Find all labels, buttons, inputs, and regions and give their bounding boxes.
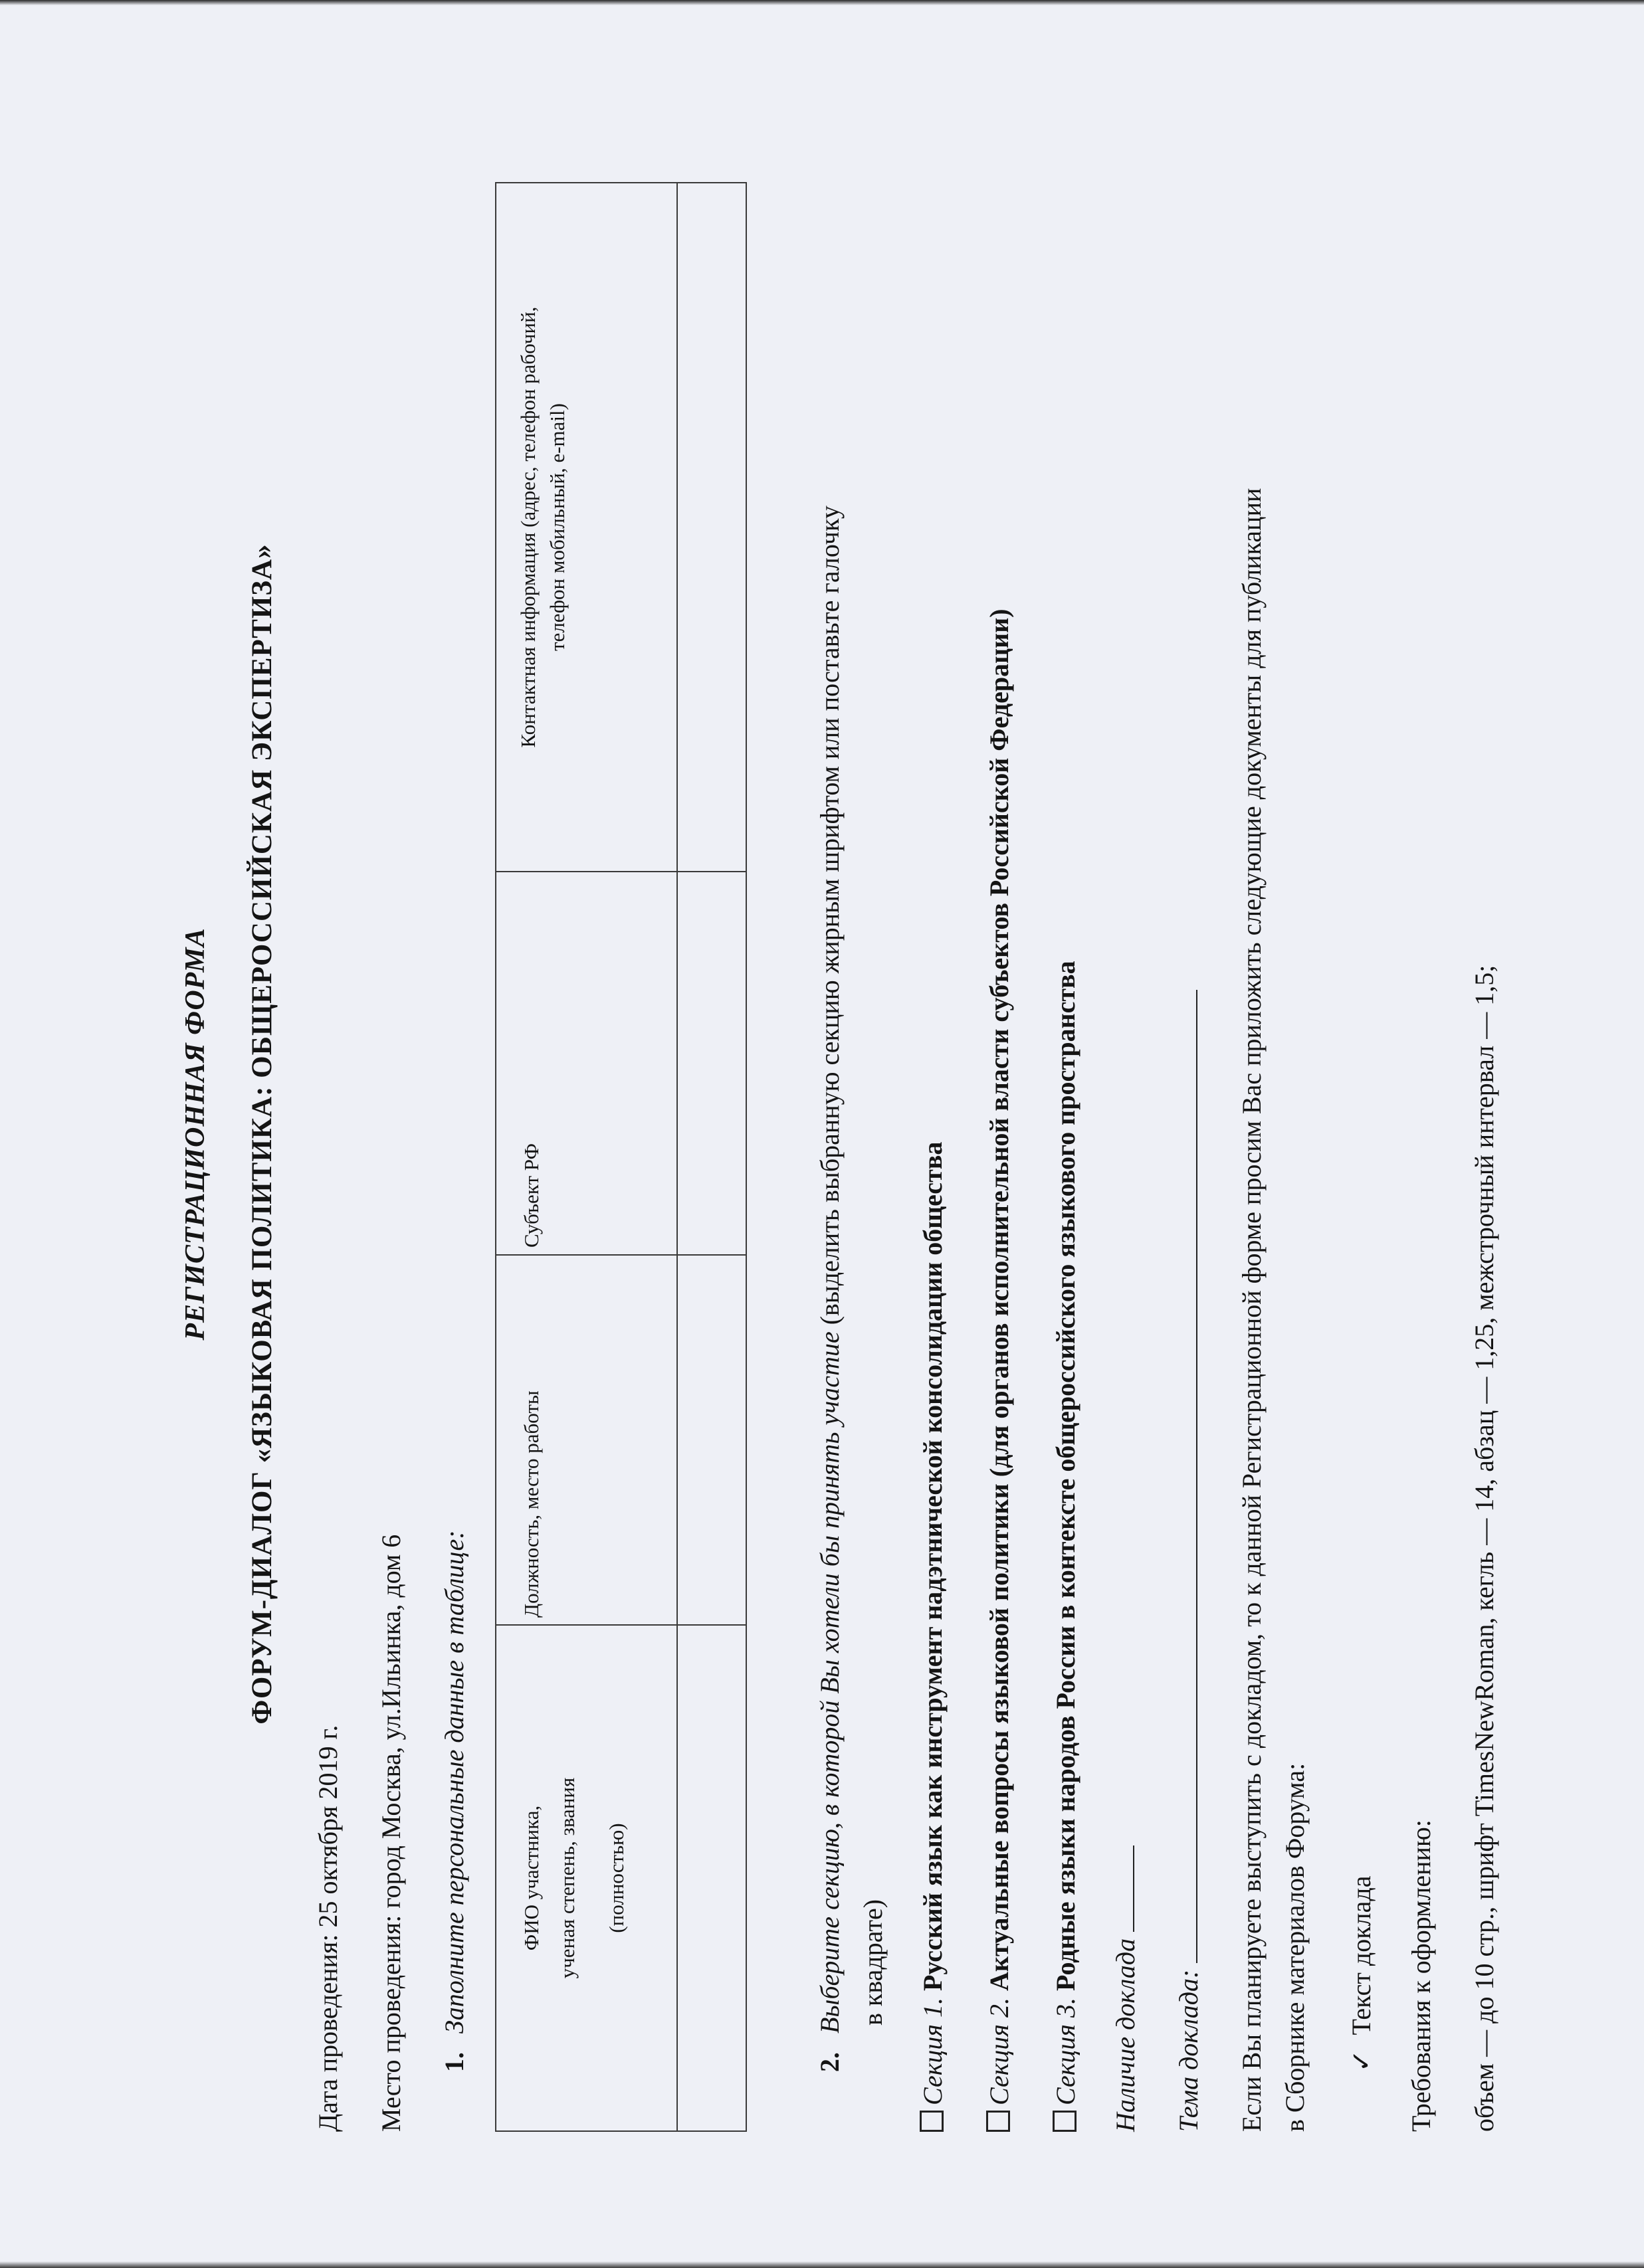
- section-option-1[interactable]: [917, 1142, 948, 2132]
- publication-text-line1: Если Вы планируете выступить с докладом, то к данной Регистрационной форме просим Вас приложить следующие документы для публикации: [1237, 488, 1267, 2132]
- table-row: [677, 183, 746, 2131]
- header-position: Должность, место работы: [496, 1255, 677, 1625]
- header-full-name-line1: ФИО участника,: [520, 1805, 543, 1951]
- report-topic: [1173, 990, 1204, 2132]
- step1-text: Заполните персональные данные в таблице:: [439, 1530, 469, 2033]
- checkmark-icon: ✓: [1346, 2049, 1376, 2072]
- step2-text-italic: Выберите секцию, в которой Вы хотели бы принять участие: [815, 1331, 845, 2033]
- cell-contacts[interactable]: [677, 183, 746, 872]
- report-topic-field[interactable]: [1196, 990, 1197, 1963]
- section-2-label: Секция 2.: [984, 1997, 1014, 2105]
- step2-number: 2.: [815, 2052, 845, 2072]
- publication-checklist-item: [1346, 1876, 1377, 2072]
- section-2-checkbox[interactable]: [986, 2111, 1010, 2132]
- cell-full-name[interactable]: [677, 1625, 746, 2131]
- checklist-item-text: Текст доклада: [1346, 1875, 1376, 2035]
- section-3-checkbox[interactable]: [1053, 2111, 1077, 2132]
- event-date: Дата проведения: 25 октября 2019 г.: [313, 1725, 343, 2132]
- header-full-name-line2: ученая степень, звания: [556, 1777, 579, 1979]
- form-title: РЕГИСТРАЦИОННАЯ ФОРМА: [180, 927, 211, 1341]
- requirements-line1: объем — до 10 стр., шрифт TimesNewRoman, кегль — 14, абзац — 1,25, межстрочный интервал — 1,5;: [1469, 965, 1499, 2132]
- section-2-title: Актуальные вопросы языковой политики (для органов исполнительной власти субъектов Российской Федерации): [984, 609, 1014, 1991]
- header-contacts: [496, 183, 677, 872]
- section-option-2[interactable]: [983, 609, 1015, 2132]
- step1-number: 1.: [439, 2052, 469, 2072]
- header-contacts-line2: телефон мобильный, e-mail): [546, 403, 569, 651]
- event-title: ФОРУМ-ДИАЛОГ «ЯЗЫКОВАЯ ПОЛИТИКА: ОБЩЕРОССИЙСКАЯ ЭКСПЕРТИЗА»: [247, 543, 278, 1725]
- step2-text-rest: (выделить выбранную секцию жирным шрифтом или поставьте галочку: [815, 506, 845, 1332]
- step1-instruction: [439, 1530, 470, 2072]
- header-contacts-line1: Контактная информация (адрес, телефон рабочий,: [516, 306, 540, 748]
- step2-instruction: [814, 506, 845, 2072]
- cell-position[interactable]: [677, 1255, 746, 1625]
- publication-text-line2: в Сборнике материалов Форума:: [1280, 1762, 1310, 2132]
- report-presence: [1110, 1845, 1141, 2132]
- event-place: Место проведения: город Москва, ул.Ильинка, дом 6: [376, 1534, 406, 2132]
- cell-region[interactable]: [677, 872, 746, 1255]
- report-topic-label: Тема доклада:: [1174, 1969, 1203, 2132]
- section-1-checkbox[interactable]: [920, 2111, 944, 2132]
- report-presence-field[interactable]: [1133, 1845, 1134, 1932]
- section-3-title: Родные языки народов России в контексте общероссийского языкового пространства: [1051, 961, 1080, 1991]
- table-header-row: [496, 183, 677, 2131]
- header-full-name: [496, 1625, 677, 2131]
- section-option-3[interactable]: [1050, 961, 1081, 2132]
- header-full-name-line3: (полностью): [605, 1823, 628, 1933]
- personal-data-table: [495, 182, 747, 2132]
- section-3-label: Секция 3.: [1051, 1997, 1080, 2105]
- section-1-title: Русский язык как инструмент надэтнической консолидации общества: [918, 1141, 948, 1991]
- requirements-heading: Требования к оформлению:: [1406, 1820, 1436, 2132]
- report-presence-label: Наличие доклада: [1110, 1938, 1140, 2132]
- section-1-label: Секция 1.: [918, 1997, 948, 2105]
- header-region: Субъект РФ: [496, 872, 677, 1255]
- step2-instruction-line2: в квадрате): [858, 1899, 888, 2026]
